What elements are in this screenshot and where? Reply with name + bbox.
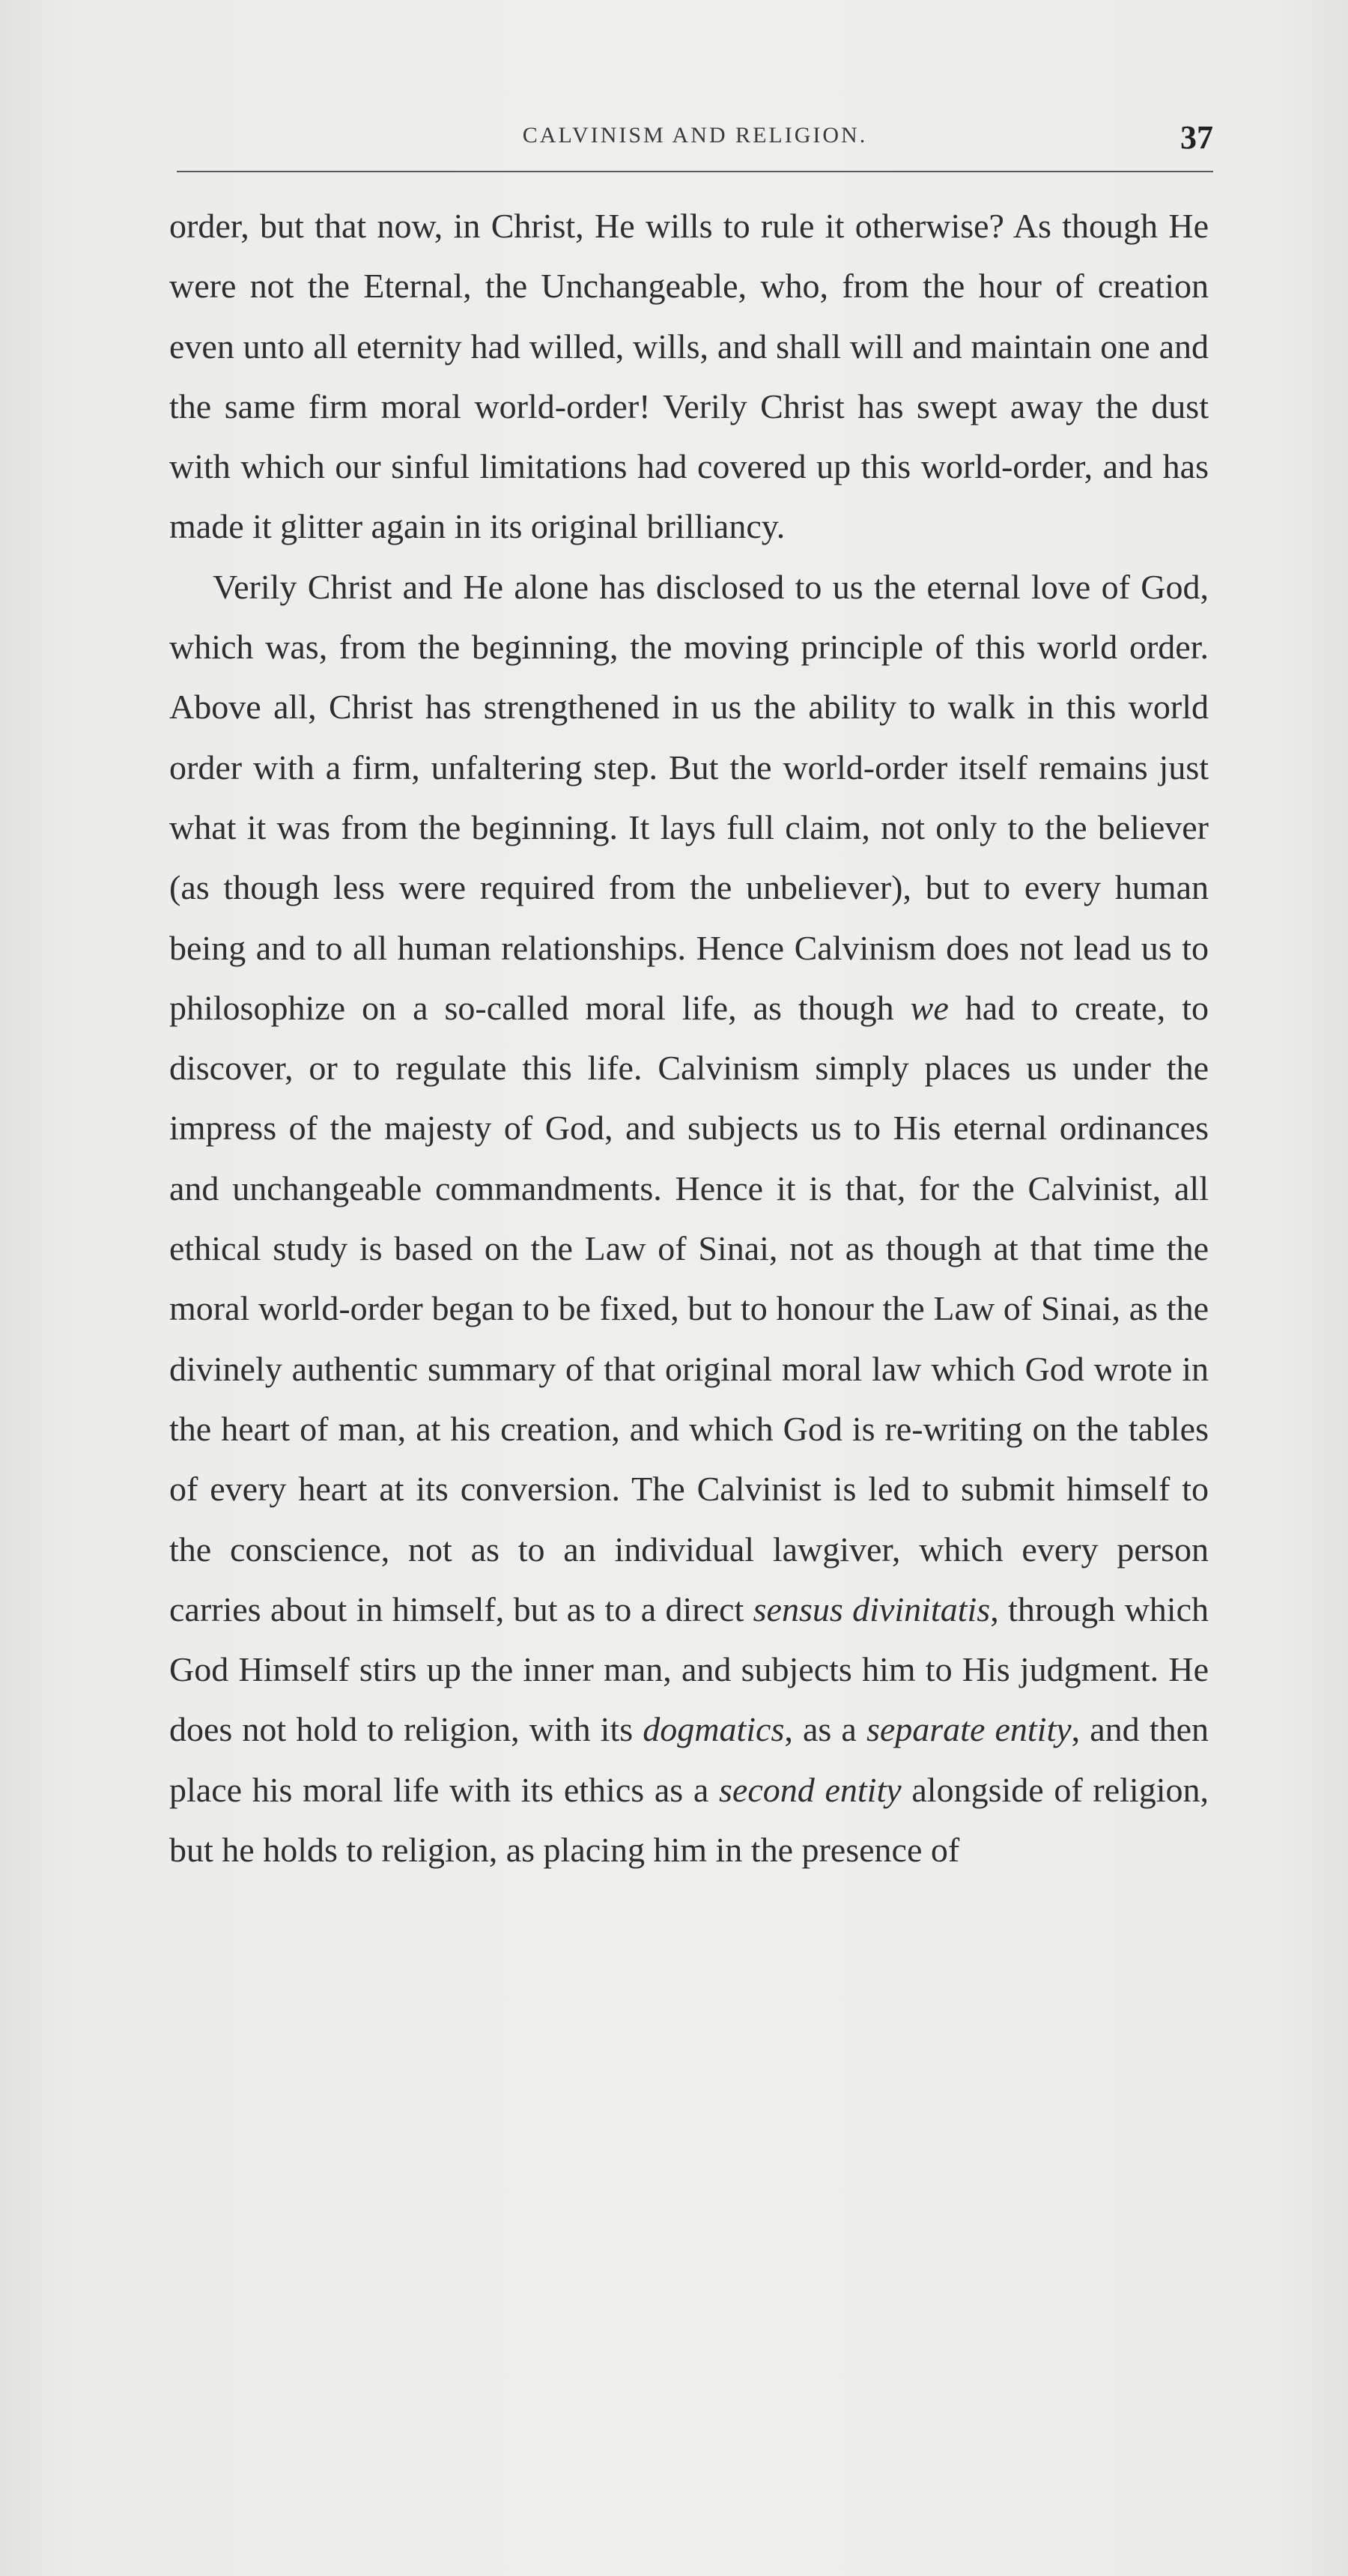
paragraph — [169, 557, 1209, 1881]
text-run: had to create, to discover, or to regulate this life. Calvinism simply places us under the impress of the majesty of God, and subjects us to His eternal ordinances and unchangeable commandments. Hence it is that, for the Calvinist, all ethical study is based on the Law of Sinai, not as though at that time the moral world-order began to be fixed, but to honour the Law of Sinai, as the divinely authentic summary of that original moral law which God wrote in the heart of man, at his creation, and which God is re-writing on the tables of every heart at its conversion. The Calvinist is led to submit himself to the conscience, not as to an individual lawgiver, which every person carries about in himself, but as to a direct — [169, 988, 1209, 1628]
text-run: , through which God Himself stirs up the inner man, and subjects him to His judgment. He does not hold to religion, with its — [169, 1589, 1209, 1749]
italic-text: separate entity — [866, 1710, 1072, 1749]
italic-text: sensus divinitatis — [753, 1589, 991, 1628]
body-text — [169, 196, 1209, 1880]
paragraph — [169, 196, 1209, 557]
header-rule — [177, 171, 1213, 172]
italic-text: dogmatics — [643, 1710, 785, 1749]
text-run: alongside of religion, but he holds to religion, as placing him in the presence of — [169, 1770, 1209, 1870]
text-run: order, but that now, in Christ, He wills to rule it otherwise? As though He were not the Eternal, the Unchangeable, who, from the hour of creation even unto all eternity had willed, wills, and shall will and maintain one and the same firm moral world-order! Verily Christ has swept away the dust with which our sinful limitations had covered up this world-order, and has made it glitter again in its original brilliancy. — [169, 207, 1209, 546]
text-run: , and then place his moral life with its ethics as a — [169, 1710, 1209, 1809]
page-number: 37 — [1180, 119, 1213, 156]
italic-text: second entity — [719, 1770, 902, 1809]
italic-text: we — [910, 988, 949, 1027]
running-title: CALVINISM AND RELIGION. — [522, 123, 868, 148]
text-run: Verily Christ and He alone has disclosed to us the eternal love of God, which was, from the beginning, the moving principle of this world order. Above all, Christ has strengthened in us the ability to walk in this world order with a firm, unfaltering step. But the world-order itself remains just what it was from the beginning. It lays full claim, not only to the believer (as though less were required from the unbeliever), but to every human being and to all human relationships. Hence Calvinism does not lead us to philosophize on a so-called moral life, as though — [169, 567, 1209, 1027]
running-head — [177, 118, 1213, 163]
text-run: , as a — [784, 1710, 866, 1749]
